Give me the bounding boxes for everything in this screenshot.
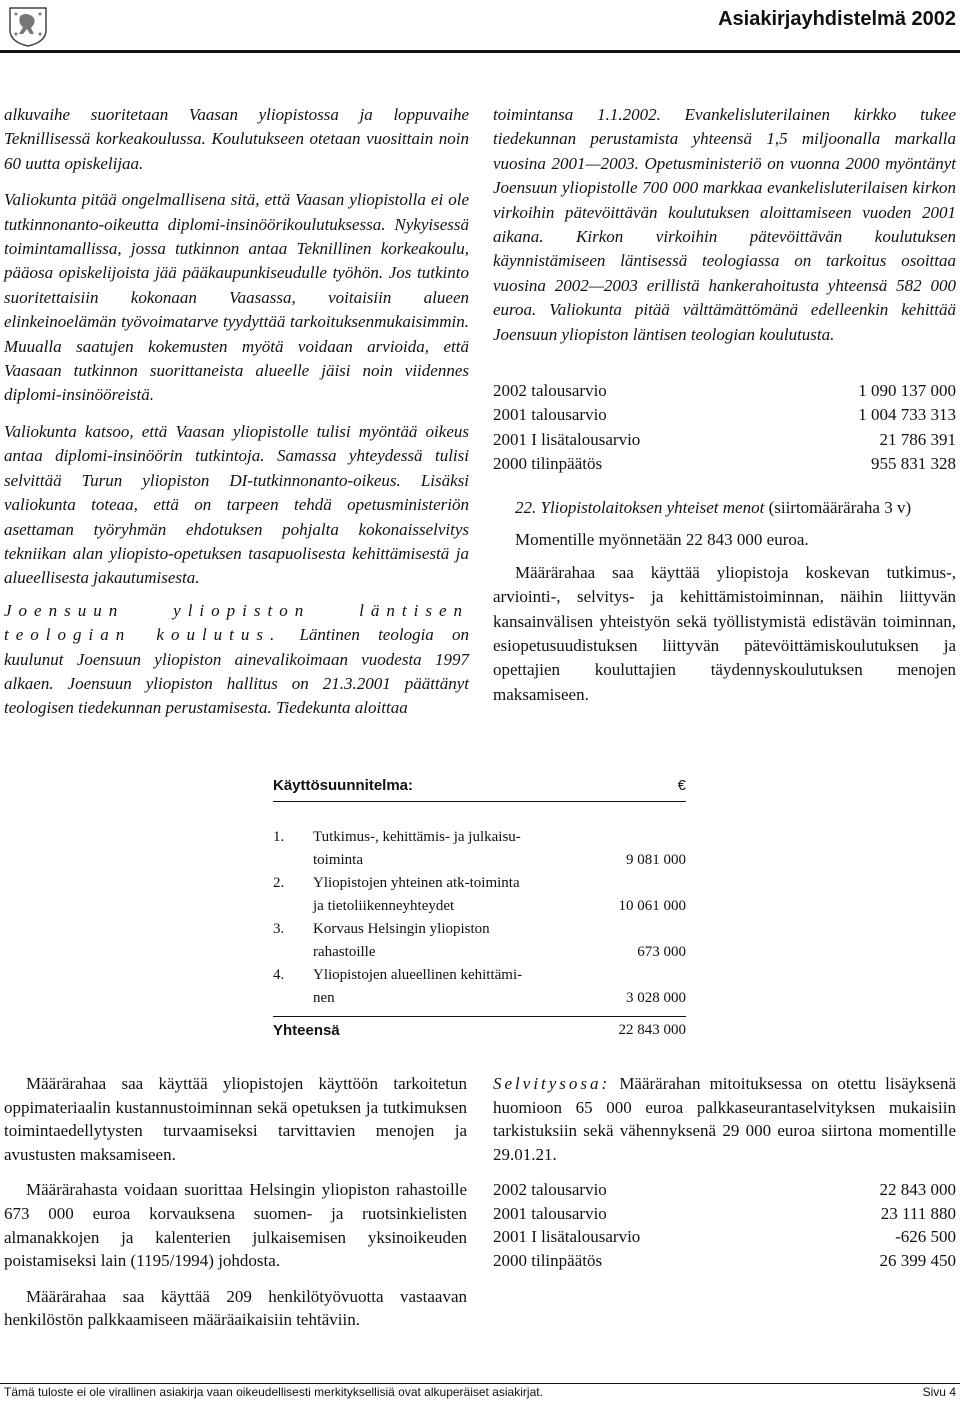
total-label: Yhteensä [273,1022,340,1039]
item-label-cont: nen [313,990,335,1006]
budget-row [493,1178,956,1202]
selvitysosa-text: Määrärahan mitoituksessa on otettu lisäyksenä huomioon 65 000 euroa palkkaseurantaselvityksen mukaisiin tarkistuksiin sekä vähennyksenä 29 000 euroa siirtona momentille 29.01.21. [493,1074,956,1164]
header-divider [0,50,960,53]
item-number: 1. [273,829,285,845]
usage-plan-header [273,774,686,802]
right-column-bottom [493,1072,956,1178]
paragraph: Määrärahasta voidaan suorittaa Helsingin yliopiston rahastoille 673 000 euroa korvauksena suomen- ja ruotsinkielisten almanakkojen ja kalenterien julkaisemisen yksinoikeuden poistamiseksi lain (1195/1994) johdosta. [4,1180,467,1271]
currency-symbol: € [677,777,686,794]
budget-row [493,452,956,476]
paragraph: Valiokunta pitää ongelmallisena sitä, että Vaasan yliopistolla ei ole tutkinnonanto-oikeutta diplomi-insinöörikoulutuksessa. Nykyisessä toimintamallissa, jossa tutkinnon antaa Teknillinen korkeakoulu, pääosa opiskelijoista jää pääkaupunkiseudulle työhön. Jos tutkinto suoritettaisiin kokonaan Vaasassa, voitaisiin alueen elinkeinoelämän työvoimatarve tyydyttää tarkoituksenmukaisimmin. Muualla saatujen kokemusten myötä voidaan arvioida, että Vaasaan tutkinnon suorittaneista alueelle jäisi noin viidennes diplomi-insinööreistä. [4,190,469,405]
right-column-top [493,103,956,359]
budget-label: 2002 talousarvio [493,1180,607,1199]
item-label: Yliopistojen alueellinen kehittämi- [313,967,523,983]
item-label-cont: ja tietoliikenneyhteydet [313,898,455,914]
item-amount: 3 028 000 [626,990,686,1006]
budget-value: 21 786 391 [879,429,956,449]
paragraph [493,1072,956,1166]
budget-row [493,1249,956,1273]
section-heading: Joensuun yliopiston läntisen teologian koulutus. [4,600,469,645]
usage-plan-total [273,1016,686,1042]
paragraph: Valiokunta katsoo, että Vaasan yliopistolle tulisi myöntää oikeus antaa diplomi-insinöörin tutkintoja. Samassa yhteydessä tulisi selvittää Turun yliopiston DI-tutkinnonanto-oikeus. Lisäksi valiokunta toteaa, että on tarpeen tehdä opetusministeriön asettaman työryhmän ehdotuksen pohjalta kokonaisselvitys tekniikan alan yliopisto-opetuksen tasapuolisesta kehittämisestä ja alueellisesta jakautumisesta. [4,421,469,588]
budget-label: 2002 talousarvio [493,381,607,400]
item-label-cont: toiminta [313,852,363,868]
budget-value: -626 500 [895,1227,956,1247]
left-column-bottom [4,1072,467,1344]
page-number: Sivu 4 [922,1385,956,1399]
item-number: 4. [273,967,285,983]
budget-row [493,379,956,403]
item-22-suffix: (siirtomääräraha 3 v) [764,498,912,517]
item-number: 3. [273,921,285,937]
item-amount: 10 061 000 [618,898,686,914]
budget-row [493,1225,956,1249]
footer-divider [0,1383,960,1384]
paragraph: Määrärahaa saa käyttää yliopistojen käyttöön tarkoitetun oppimateriaalin kustannustoiminnan sekä opetuksen ja tutkimuksen toimintaedellytysten turvaamiseksi tarvittavien menojen ja avustusten maksamiseen. [4,1074,467,1164]
paragraph: Määrärahaa saa käyttää 209 henkilötyövuotta vastaavan henkilöstön palkkaamiseen määräaikaisiin tehtäviin. [4,1286,467,1330]
paragraph: toimintansa 1.1.2002. Evankelisluterilainen kirkko tukee tiedekunnan perustamista yhteensä 1,5 miljoonalla markalla vuosina 2001—2003. Opetusministeriö on vuonna 2000 myöntänyt Joensuun yliopistolle 700 000 markkaa evankelisluterilaisen kirkon virkoihin pätevöittävän koulutuksen aloittamiseen vuoden 2001 aikana. Kirkon virkoihin pätevöittävän koulutuksen käynnistämiseen läntisessä teologiassa on tarkoitus osoittaa vuosina 2002—2003 erillistä hankerahoitusta yhteensä 582 000 euroa. Valiokunta pitää välttämättömänä edelleenkin kehittää Joensuun yliopiston läntisen teologian koulutusta. [493,105,956,344]
selvitysosa-label: Selvitysosa: [493,1074,611,1093]
document-title: Asiakirjayhdistelmä 2002 [718,8,956,30]
budget-row [493,428,956,452]
item-amount: 9 081 000 [626,852,686,868]
item-label: Tutkimus-, kehittämis- ja julkaisu- [313,829,521,845]
paragraph-text: Läntinen teologia on kuulunut Joensuun yliopiston ainevalikoimaan vuodesta 1997 alkaen. Joensuun yliopiston hallitus on 21.3.2001 päättänyt teologisen tiedekunnan perustamisesta. Tiedekunta aloittaa [4,625,469,718]
total-amount: 22 843 000 [618,1022,686,1038]
paragraph: alkuvaihe suoritetaan Vaasan yliopistossa ja loppuvaihe Teknillisessä korkeakoulussa. Koulutukseen otetaan vuosittain noin 60 uutta opiskelijaa. [4,105,469,173]
item-22-title: 22. Yliopistolaitoksen yhteiset menot [515,498,765,517]
paragraph [4,599,469,721]
footer-note: Tämä tuloste ei ole virallinen asiakirja vaan oikeudellisesti merkityksellisiä ovat alkuperäiset asiakirjat. [4,1385,543,1399]
budget-label: 2001 I lisätalousarvio [493,1227,641,1247]
left-column-top [4,103,469,733]
budget-table-2 [493,1178,956,1272]
budget-value: 23 111 880 [880,1203,956,1223]
usage-plan-title: Käyttösuunnitelma: [273,777,414,794]
usage-plan-item [273,918,686,964]
item-amount: 673 000 [637,944,686,960]
item-22-momentti: Momentille myönnetään 22 843 000 euroa. [515,530,809,550]
budget-table-1 [493,379,956,477]
budget-label: 2001 talousarvio [493,405,607,425]
item-number: 2. [273,875,285,891]
coat-of-arms-logo [6,4,50,48]
item-label: Yliopistojen yhteinen atk-toiminta [313,875,520,891]
budget-label: 2001 talousarvio [493,1203,607,1223]
budget-row [493,403,956,427]
budget-value: 26 399 450 [879,1250,956,1270]
item-label: Korvaus Helsingin yliopiston [313,921,490,937]
item-22-heading [493,496,956,520]
budget-value: 22 843 000 [879,1180,956,1199]
footer [4,1385,956,1399]
usage-plan-item [273,826,686,872]
budget-label: 2000 tilinpäätös [493,1250,603,1270]
usage-plan-item [273,872,686,918]
item-22-section [493,496,956,719]
item-label-cont: rahastoille [313,944,376,960]
budget-label: 2000 tilinpäätös [493,454,603,474]
budget-label: 2001 I lisätalousarvio [493,429,641,449]
budget-value: 1 090 137 000 [858,381,956,400]
item-22-text: Määrärahaa saa käyttää yliopistoja koskevan tutkimus-, arviointi-, selvitys- ja kehittämistoiminnan, näihin liittyvän kansainvälisen yhteistyön sekä työllistymistä edistävän toiminnan, esiopetusuudistuksen liittyvän pätevöittämiskoulutuksen ja opettajien kouluttajien täydennyskoulutuksen menojen maksamiseen. [493,562,956,704]
budget-row [493,1202,956,1226]
budget-value: 955 831 328 [871,454,956,474]
budget-value: 1 004 733 313 [858,405,956,425]
usage-plan-table [273,774,686,1042]
usage-plan-item [273,964,686,1010]
